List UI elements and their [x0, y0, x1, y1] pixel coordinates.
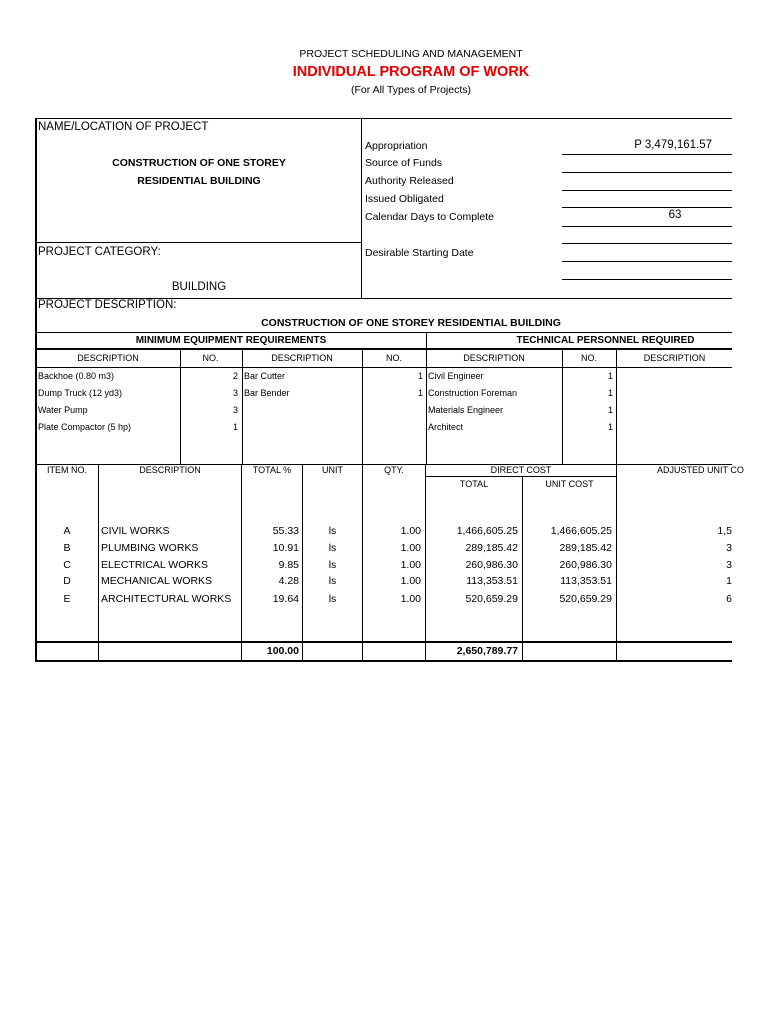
personnel-no: 1 — [607, 405, 613, 415]
starting-line-1 — [562, 243, 732, 244]
cost-row-adjusted: 1,5 — [717, 525, 732, 537]
equip-col-no-1: NO. — [202, 353, 219, 363]
source-line — [562, 172, 732, 173]
equip-left-no: 1 — [232, 422, 238, 432]
col-direct-cost: DIRECT COST — [490, 465, 552, 475]
personnel-no: 1 — [607, 371, 613, 381]
project-description-label: PROJECT DESCRIPTION: — [38, 299, 177, 311]
source-of-funds-label: Source of Funds — [365, 157, 443, 169]
total-pct: 100.00 — [266, 645, 299, 657]
personnel-col-desc: DESCRIPTION — [463, 353, 525, 363]
cost-row-unit-cost: 113,353.51 — [560, 575, 612, 587]
totals-top-line — [35, 641, 732, 643]
cost-row-item: C — [63, 559, 71, 571]
cost-row-adjusted: 3 — [726, 559, 732, 571]
cost-row-item: E — [63, 593, 71, 605]
starting-line-3 — [562, 279, 732, 280]
cost-row-unit: ls — [328, 542, 337, 554]
equip-left-no: 3 — [232, 388, 238, 398]
issued-obligated-label: Issued Obligated — [365, 193, 444, 205]
cost-row-unit: ls — [328, 525, 337, 537]
authority-line — [562, 190, 732, 191]
appropriation-value: P 3,479,161.57 — [634, 139, 712, 151]
cost-row-item: B — [63, 542, 71, 554]
equip-heading-line — [35, 348, 732, 350]
project-name-line2: RESIDENTIAL BUILDING — [137, 175, 261, 187]
equip-left-desc: Plate Compactor (5 hp) — [38, 422, 132, 432]
cost-row-desc: PLUMBING WORKS — [101, 542, 199, 554]
grid-v3 — [362, 348, 363, 464]
project-category-label: PROJECT CATEGORY: — [38, 246, 161, 258]
cost-row-total: 289,185.42 — [465, 542, 518, 554]
personnel-col-no: NO. — [580, 353, 597, 363]
equipment-heading: MINIMUM EQUIPMENT REQUIREMENTS — [135, 335, 327, 346]
equip-left-desc: Dump Truck (12 yd3) — [38, 388, 123, 398]
calendar-days-value: 63 — [668, 209, 682, 221]
equip-top-line — [35, 332, 732, 333]
cost-row-adjusted: 3 — [726, 542, 732, 554]
calendar-days-label: Calendar Days to Complete — [365, 211, 494, 223]
totals-bottom-line — [35, 660, 732, 662]
project-name-label: NAME/LOCATION OF PROJECT — [38, 121, 209, 133]
cost-row-pct: 10.91 — [272, 542, 299, 554]
personnel-col-desc-2: DESCRIPTION — [643, 353, 706, 363]
equip-right-desc: Bar Cutter — [244, 371, 286, 381]
personnel-desc: Architect — [428, 422, 464, 432]
cost-row-item: A — [63, 525, 71, 537]
equip-col-no-2: NO. — [385, 353, 402, 363]
equip-left-no: 3 — [232, 405, 238, 415]
personnel-desc: Civil Engineer — [428, 371, 484, 381]
issued-line — [562, 207, 732, 208]
cost-row-adjusted: 6 — [726, 593, 732, 605]
cost-row-unit-cost: 260,986.30 — [559, 559, 612, 571]
personnel-no: 1 — [607, 422, 613, 432]
equip-col-desc-1: DESCRIPTION — [77, 353, 139, 363]
page-title: INDIVIDUAL PROGRAM OF WORK — [292, 64, 530, 80]
col-qty: QTY. — [384, 465, 404, 475]
equip-left-desc: Water Pump — [38, 405, 88, 415]
cost-row-qty: 1.00 — [400, 593, 421, 605]
col-description: DESCRIPTION — [139, 465, 201, 475]
personnel-heading: TECHNICAL PERSONNEL REQUIRED — [516, 335, 695, 346]
personnel-desc: Construction Foreman — [428, 388, 518, 398]
calendar-line — [562, 226, 732, 227]
cost-row-total: 260,986.30 — [465, 559, 518, 571]
cost-row-qty: 1.00 — [400, 559, 421, 571]
cost-row-total: 1,466,605.25 — [456, 525, 518, 537]
cost-row-desc: CIVIL WORKS — [101, 525, 170, 537]
starting-line-2 — [562, 261, 732, 262]
cost-row-pct: 55.33 — [272, 525, 299, 537]
cost-row-unit: ls — [328, 593, 337, 605]
total-direct-cost: 2,650,789.77 — [456, 645, 518, 657]
starting-date-label: Desirable Starting Date — [365, 247, 474, 259]
project-divider — [361, 118, 362, 298]
cost-row-unit-cost: 520,659.29 — [559, 593, 612, 605]
authority-released-label: Authority Released — [365, 175, 454, 187]
cost-v-item — [98, 464, 99, 661]
cost-row-qty: 1.00 — [400, 525, 421, 537]
col-total: TOTAL — [459, 479, 489, 489]
header-line1: PROJECT SCHEDULING AND MANAGEMENT — [299, 48, 523, 60]
page-subtitle: (For All Types of Projects) — [350, 84, 471, 96]
equip-col-desc-2: DESCRIPTION — [271, 353, 333, 363]
col-total-pct: TOTAL % — [252, 465, 292, 475]
project-category-value: BUILDING — [171, 281, 227, 293]
grid-v6 — [616, 348, 617, 464]
cost-row-total: 520,659.29 — [465, 593, 518, 605]
category-divider — [35, 242, 361, 243]
cost-row-total: 113,353.51 — [466, 575, 518, 587]
grid-v4 — [426, 332, 427, 464]
direct-cost-subline — [425, 476, 616, 477]
equip-left-no: 2 — [232, 371, 238, 381]
project-description-value: CONSTRUCTION OF ONE STOREY RESIDENTIAL BUILDING — [261, 317, 561, 329]
equip-right-no: 1 — [417, 388, 423, 398]
cost-row-pct: 9.85 — [278, 559, 299, 571]
appropriation-line — [562, 154, 732, 155]
cost-row-unit: ls — [328, 575, 337, 587]
grid-v2 — [242, 348, 243, 464]
equip-left-desc: Backhoe (0.80 m3) — [38, 371, 115, 381]
col-item-no: ITEM NO. — [47, 465, 87, 475]
cost-row-pct: 4.28 — [278, 575, 299, 587]
frame-top — [35, 118, 732, 119]
equip-col-line — [35, 367, 732, 368]
col-unit-cost: UNIT COST — [545, 479, 594, 489]
equip-right-no: 1 — [417, 371, 423, 381]
cost-row-qty: 1.00 — [400, 575, 421, 587]
cost-row-unit-cost: 1,466,605.25 — [550, 525, 612, 537]
cost-row-desc: ARCHITECTURAL WORKS — [101, 593, 232, 605]
cost-row-adjusted: 1 — [726, 575, 732, 587]
col-adjusted-unit-cost: ADJUSTED UNIT CO — [657, 465, 744, 475]
project-name-line1: CONSTRUCTION OF ONE STOREY — [112, 157, 286, 169]
cost-row-unit: ls — [328, 559, 337, 571]
cost-row-item: D — [63, 575, 71, 587]
personnel-no: 1 — [607, 388, 613, 398]
personnel-desc: Materials Engineer — [428, 405, 504, 415]
cost-row-pct: 19.64 — [272, 593, 299, 605]
col-unit: UNIT — [322, 465, 343, 475]
cost-row-desc: MECHANICAL WORKS — [101, 575, 213, 587]
equip-right-desc: Bar Bender — [244, 388, 290, 398]
appropriation-label: Appropriation — [365, 140, 428, 152]
cost-row-unit-cost: 289,185.42 — [559, 542, 612, 554]
cost-row-desc: ELECTRICAL WORKS — [101, 559, 208, 571]
cost-row-qty: 1.00 — [400, 542, 421, 554]
